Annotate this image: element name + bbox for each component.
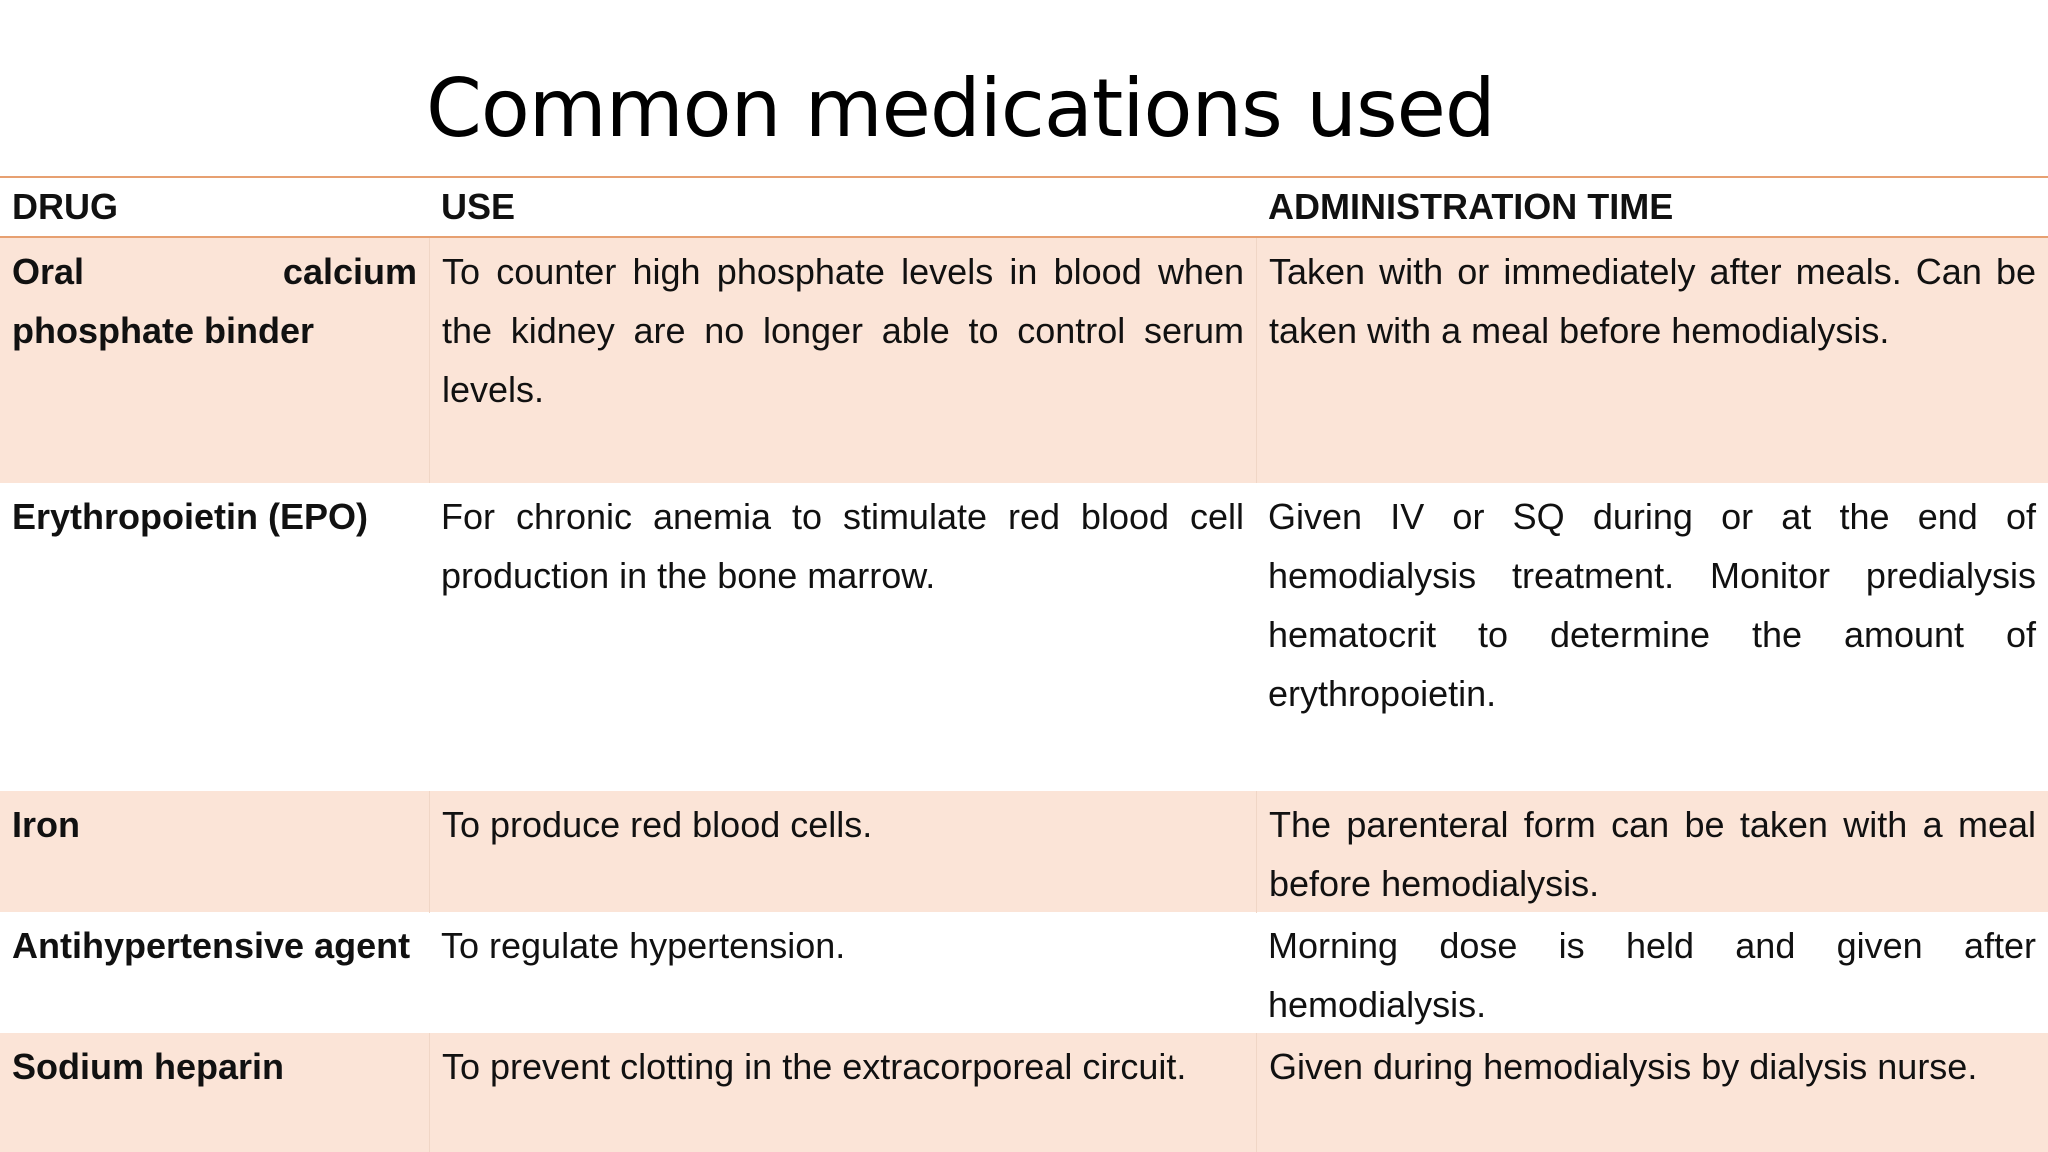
table-header-row <box>0 178 2048 238</box>
administration-cell: Given IV or SQ during or at the end of hemodialysis treatment. Monitor predialysis hematocrit to determine the amount of erythropoietin. <box>1268 496 2036 714</box>
use-cell: To produce red blood cells. <box>429 791 1256 913</box>
table-row <box>0 238 2048 483</box>
drug-cell: Erythropoietin (EPO) <box>12 496 369 537</box>
table-row <box>0 791 2048 912</box>
table-row <box>0 483 2048 791</box>
header-drug: DRUG <box>12 186 118 227</box>
header-use: USE <box>441 186 516 227</box>
administration-cell: The parenteral form can be taken with a meal before hemodialysis. <box>1256 791 2048 913</box>
administration-cell: Morning dose is held and given after hemodialysis. <box>1268 925 2036 1025</box>
drug-cell: Antihypertensive agent <box>12 925 411 966</box>
drug-cell: Iron <box>12 804 80 845</box>
use-cell: To regulate hypertension. <box>441 925 846 966</box>
table-row <box>0 912 2048 1033</box>
drug-cell: Oral calcium phosphate binder <box>12 251 417 351</box>
table-row <box>0 1033 2048 1152</box>
slide-title: Common medications used <box>426 62 1495 155</box>
use-cell: For chronic anemia to stimulate red blood cell production in the bone marrow. <box>441 496 1244 596</box>
drug-cell: Sodium heparin <box>12 1046 285 1087</box>
header-administration-time: ADMINISTRATION TIME <box>1268 186 1674 227</box>
use-cell: To counter high phosphate levels in blood when the kidney are no longer able to control serum levels. <box>429 238 1256 483</box>
administration-cell: Given during hemodialysis by dialysis nurse. <box>1256 1033 2048 1152</box>
administration-cell: Taken with or immediately after meals. Can be taken with a meal before hemodialysis. <box>1256 238 2048 483</box>
use-cell: To prevent clotting in the extracorporeal circuit. <box>429 1033 1256 1152</box>
medications-table <box>0 176 2048 1152</box>
